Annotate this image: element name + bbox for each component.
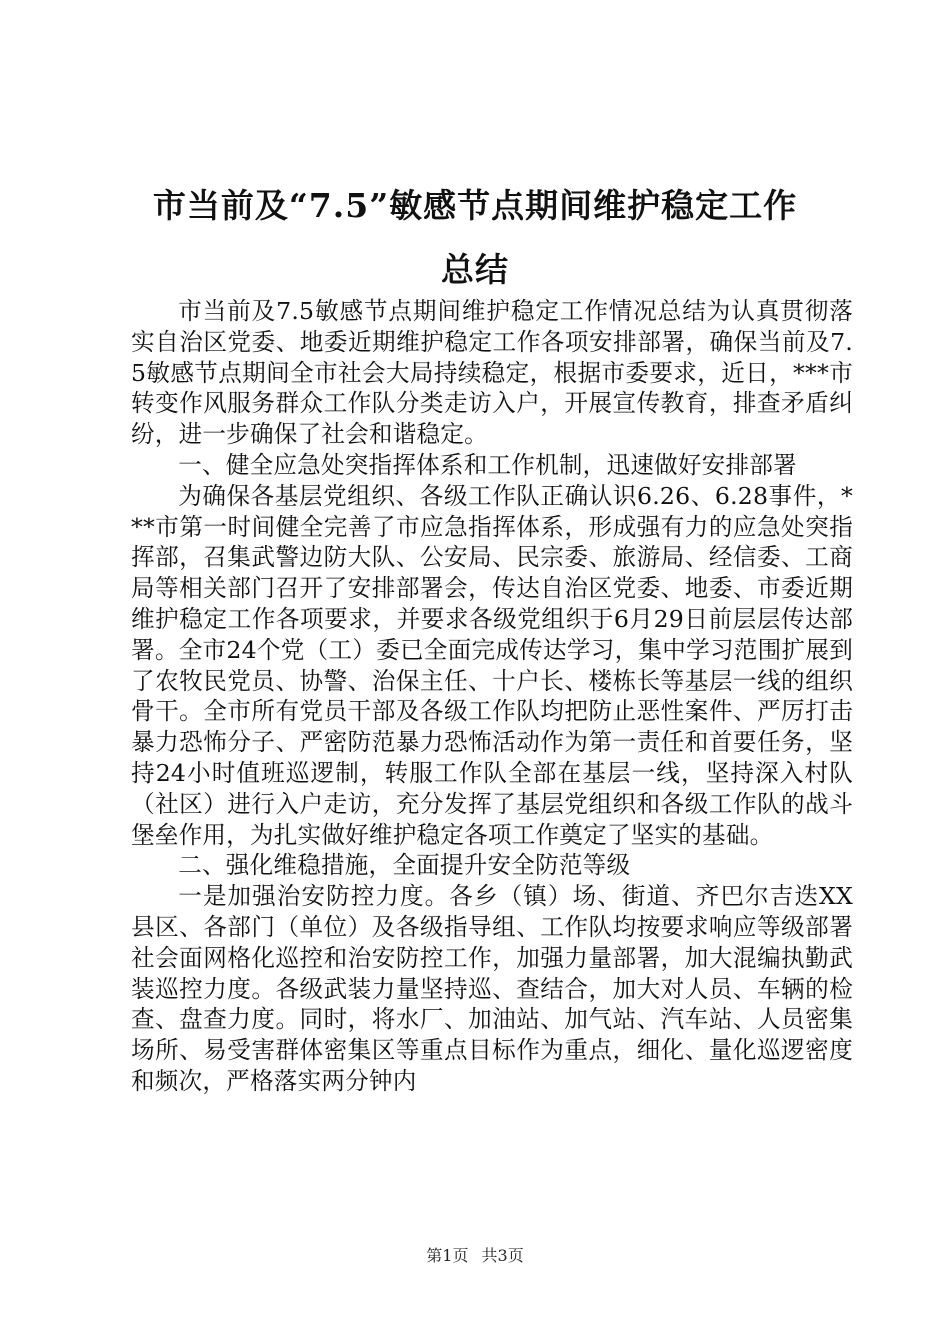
- section-2-paragraph: 一是加强治安防控力度。各乡（镇）场、街道、齐巴尔吉迭XX县区、各部门（单位）及各级指导组、工作队均按要求响应等级部署社会面网格化巡控和治安防控工作，加强力量部署，加大混编执勤武装巡控力度。各级武装力量坚持巡、查结合，加大对人员、车辆的检查、盘查力度。同时，将水厂、加油站、加气站、汽车站、人员密集场所、易受害群体密集区等重点目标作为重点，细化、量化巡逻密度和频次，严格落实两分钟内: [131, 882, 853, 1095]
- document-title-line-2: 总结: [441, 250, 509, 289]
- section-1-paragraph: 为确保各基层党组织、各级工作队正确认识6.26、6.28事件，***市第一时间健全完善了市应急指挥体系，形成强有力的应急处突指挥部，召集武警边防大队、公安局、民宗委、旅游局、经信委、工商局等相关部门召开了安排部署会，传达自治区党委、地委、市委近期维护稳定工作各项要求，并要求各级党组织于6月29日前层层传达部署。全市24个党（工）委已全面完成传达学习，集中学习范围扩展到了农牧民党员、协警、治保主任、十户长、楼栋长等基层一线的组织骨干。全市所有党员干部及各级工作队均把防止恶性案件、严厉打击暴力恐怖分子、严密防范暴力恐怖活动作为第一责任和首要任务，坚持24小时值班巡逻制，转服工作队全部在基层一线，坚持深入村队（社区）进行入户走访，充分发挥了基层党组织和各级工作队的战斗堡垒作用，为扎实做好维护稳定各项工作奠定了坚实的基础。: [131, 481, 853, 849]
- document-title-line-1: 市当前及“7.5”敏感节点期间维护稳定工作: [152, 186, 798, 225]
- section-heading-2: 二、强化维稳措施，全面提升安全防范等级: [178, 851, 631, 880]
- page-number-total: 共3页: [481, 1246, 524, 1265]
- section-heading-1: 一、健全应急处突指挥体系和工作机制，迅速做好安排部署: [178, 450, 797, 479]
- document-body: [131, 296, 853, 1097]
- page-footer: [0, 1243, 950, 1266]
- page-number-current: 第1页: [426, 1246, 469, 1265]
- intro-paragraph: 市当前及7.5敏感节点期间维护稳定工作情况总结为认真贯彻落实自治区党委、地委近期维护稳定工作各项安排部署，确保当前及7.5敏感节点期间全市社会大局持续稳定，根据市委要求，近日，***市转变作风服务群众工作队分类走访入户，开展宣传教育，排查矛盾纠纷，进一步确保了社会和谐稳定。: [131, 297, 853, 449]
